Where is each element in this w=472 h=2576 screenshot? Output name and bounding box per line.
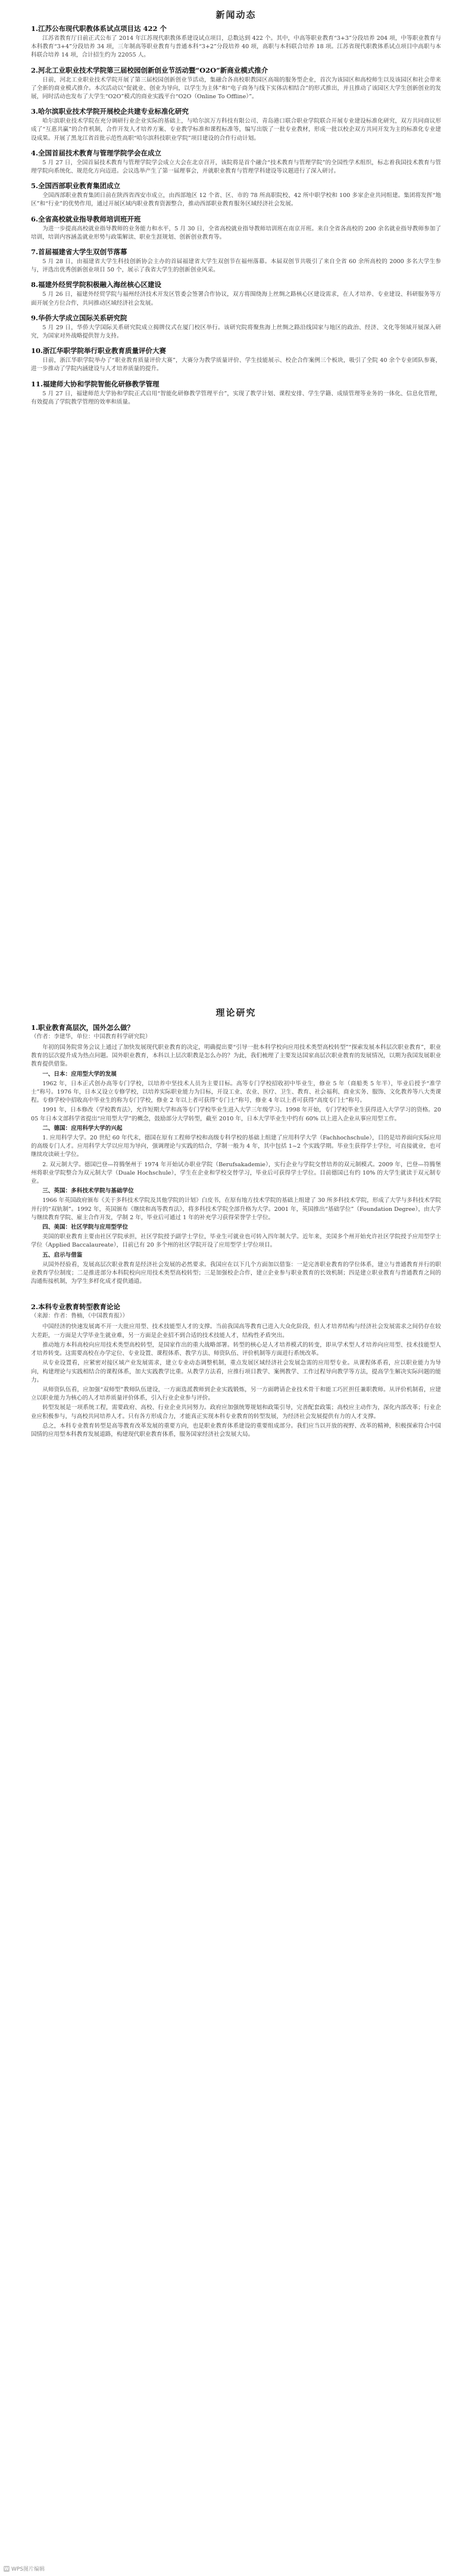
article-subheading: 四、美国：社区学院与应用型学位 bbox=[42, 1224, 129, 1231]
news-item-body: 为进一步提高高校就业指导教师的业务能力和水平，5 月 30 日，全省高校就业指导教师培训班在南京开班。来自全省各高校的 200 余名就业指导教师参加了培训，培训内容涵盖就业形势与政策解读、职业生涯规划、创新创业教育等。 bbox=[31, 225, 441, 241]
news-item-body: 5 月 27 日，福建师范大学协和学院正式启用“智能化研修教学管理平台”，实现了教学计划、课程安排、学生学籍、成绩管理等业务的一体化、信息化管理，有效提高了学院教学管理的效率和质量。 bbox=[31, 390, 441, 405]
news-item-heading: 4.全国首届技术教育与管理学院学会在成立 bbox=[31, 148, 162, 157]
news-item-body: 日前，浙江华职学院举办了“职业教育质量评价大赛”，大赛分为教学质量评价、学生技能展示、校企合作案例三个板块，吸引了全院 40 余个专业团队参赛，进一步推动了学院内涵建设与人才培养质量的提升。 bbox=[31, 357, 441, 373]
wps-logo-icon: W bbox=[4, 2566, 9, 2571]
news-item bbox=[31, 24, 441, 60]
news-item bbox=[31, 280, 441, 307]
news-item-heading: 9.华侨大学成立国际关系研究院 bbox=[31, 313, 127, 322]
news-item-body: 江苏省教育厅日前正式公布了 2014 年江苏现代职教体系建设试点项目，总数达到 422 个。其中，中高等职业教育“3+3”分段培养 204 项，中等职业教育与本科教育“3+4”分段培养 34 项，三年制高等职业教育与普通本科“3+2”分段培养 40 项，高职与本科联合培养 18 项。江苏省现代职教体系试点项目中高职与本科联合培养 14 项，合计招生约为 22055 人。 bbox=[31, 35, 441, 59]
article-subheading: 一、日本：应用型大学的发展 bbox=[42, 1070, 117, 1078]
news-item-body: 5 月 27 日，全国首届技术教育与管理学院学会成立大会在北京召开，该院将是首个融合“技术教育与管理学院”的全国性学术组织，标志着我国技术教育与管理学院向系统化、规范化方向迈进。会议选举产生了第一届理事会，并就职业教育与管理学科建设等议题进行了深入研讨。 bbox=[31, 159, 441, 175]
article bbox=[31, 1303, 441, 1439]
news-item bbox=[31, 215, 441, 242]
news-item-heading: 11.福建师大协和学院智能化研修教学管理 bbox=[31, 379, 160, 388]
article-paragraph: 年初的国务院常务会议上通过了加快发展现代职业教育的决定，明确提出要“引导一批本科学校向应用技术类型高校转型”“探索发展本科层次职业教育”，职业教育的层次提升成为热点问题。国外职业教育，本科以上层次职教是怎么办的？为此，我们梳理了主要发达国家高层次职业教育的发展情况，以期为我国发展职业教育提供借鉴。 bbox=[31, 1044, 441, 1068]
article-title: 2.本科专业教育转型教育论论 bbox=[31, 1303, 121, 1312]
article-subheading: 二、德国：应用科学大学的兴起 bbox=[42, 1125, 123, 1132]
watermark-label bbox=[4, 2565, 45, 2572]
news-item-body: 5 月 28 日，由福建省大学生科技创新协会主办的首届福建省大学生双创节在福州落幕。本届双创节共吸引了来自全省 60 余所高校的 2000 多名大学生参与，评选出优秀创新创业项目 50 个，展示了我省大学生的创新创业风采。 bbox=[31, 258, 441, 274]
watermark-text: WPS图片编辑 bbox=[11, 2566, 45, 2572]
news-item bbox=[31, 107, 441, 143]
news-item-body: 5 月 26 日，福建外经贸学院与福州经济技术开发区管委会签署合作协议，双方将围绕海上丝绸之路核心区建设需求，在人才培养、专业建设、科研服务等方面开展全方位合作，共同推动区域经济社会发展。 bbox=[31, 291, 441, 307]
news-item bbox=[31, 149, 441, 176]
theory-section-title: 理论研究 bbox=[215, 1007, 257, 1018]
news-item-heading: 2.河北工业职业技术学院第三届校园创新创业节活动暨“O2O”新商业模式推介 bbox=[31, 65, 268, 74]
news-item bbox=[31, 314, 441, 341]
article-paragraph: 从国外经验看，发展高层次职业教育是经济社会发展的必然要求。我国应在以下几个方面加以借鉴：一是完善职业教育的学位体系，建立与普通教育并行的职业教育学位制度；二是推进部分本科院校向应用技术类型高校转型；三是加强校企合作，建立企业参与职业教育的长效机制；四是建立职业教育与普通教育之间的沟通衔接机制，为学生多样化成才提供通道。 bbox=[31, 1261, 441, 1285]
article-paragraph: 总之，本科专业教育转型是高等教育改革发展的重要方向，也是职业教育体系建设的重要组成部分。我们应当以开放的视野、改革的精神，积极探索符合中国国情的应用型本科教育发展道路，构建现代职业教育体系，服务国家经济社会发展大局。 bbox=[31, 1422, 441, 1438]
news-section-title: 新闻动态 bbox=[215, 10, 257, 20]
article-paragraph: 2. 双元制大学。德国巴登—符腾堡州于 1974 年开始试办职业学院（Berufsakademie），实行企业与学院交替培养的双元制模式。2009 年，巴登—符腾堡州将职业学院整合为双元制大学（Duale Hochschule），学生在企业和学校交替学习，毕业后可获得学士学位。目前德国已有约 10% 的大学生就读于双元制专业。 bbox=[31, 1161, 441, 1185]
article-paragraph: 1991 年，日本修改《学校教育法》，允许短期大学和高等专门学校毕业生进入大学三年级学习。1998 年开始，专门学校毕业生获得进入大学学习的资格。2005 年日本文部科学省提出“应用型大学”的概念，鼓励部分大学转型，截至 2010 年，日本大学毕业生中约有 60% 以上进入企业从事应用型工作。 bbox=[31, 1107, 441, 1122]
news-item-heading: 7.首届福建省大学生双创节落幕 bbox=[31, 248, 127, 257]
news-item-heading: 6.全省高校就业指导教师培训班开班 bbox=[31, 214, 141, 223]
article-paragraph: 1962 年，日本正式创办高等专门学校，以培养中坚技术人员为主要目标。高等专门学校招收初中毕业生，修业 5 年（商船类 5 年半），毕业后授予“准学士”称号。1976 年，日本又设立专修学校，以培养实际职业能力为目标，开设工业、农业、医疗、卫生、教育、社会福利、商业实务、服饰、文化教养等八大类课程。专修学校中招收高中毕业生的称为专门学校，修业 2 年以上者可获得“专门士”称号，修业 4 年以上者可获得“高度专门士”称号。 bbox=[31, 1080, 441, 1104]
news-item-body: 全国西部职业教育集团日前在陕西省西安市成立，由西部地区 12 个省、区、市的 78 所高职院校、42 所中职学校和 100 多家企业共同组建。集团将发挥“地区”和“行业”的优势作用，通过开展区域内职业教育资源整合，推动西部职业教育服务区域经济社会发展。 bbox=[31, 192, 441, 208]
news-item-heading: 8.福建外经贸学院积极融入海丝核心区建设 bbox=[31, 280, 162, 289]
article-paragraph: 中国经济的快速发展离不开一大批应用型、技术技能型人才的支撑。当前我国高等教育已进入大众化阶段，但人才培养结构与经济社会发展需求之间仍存在较大差距，一方面是大学毕业生就业难，另一方面是企业招不到合适的技术技能人才，结构性矛盾突出。 bbox=[31, 1323, 441, 1339]
article-paragraph: 1966 年英国政府颁布《关于多科技术学院及其他学院的计划》白皮书，在原有地方技术学院的基础上组建了 30 所多科技术学院，形成了大学与多科技术学院并行的“双轨制”。1992 年，英国颁布《继续和高等教育法》，将多科技术学院全部升格为大学。2001 年，英国推出“基础学位”（Foundation Degree），由大学与继续教育学院、雇主合作开发，学制 2 年，毕业后可通过 1 年的补充学习获得荣誉学士学位。 bbox=[31, 1197, 441, 1221]
news-item-body: 哈尔滨职业技术学院在充分调研行业企业实际的基础上，与哈尔滨万方科技有限公司、青岛港口联合职业学院联合开展专业建设标准化研究，双方共同商议形成了“互惠共赢”的合作机制，合作开发人才培养方案、专业教学标准和课程标准等，编写出版了一批专业教材，形成一批以校企双方共同开发为主的标准化专业建设成果。开展了黑龙江省首批示范性高职“哈尔滨科技职业学院”项目建设的合作行动计划。 bbox=[31, 118, 441, 142]
news-item-heading: 1.江苏公布现代职教体系试点项目达 422 个 bbox=[31, 24, 167, 33]
news-list bbox=[31, 24, 441, 407]
article-paragraph: 从师资队伍看，应加强“双师型”教师队伍建设，一方面选派教师到企业实践锻炼，另一方面聘请企业技术骨干和能工巧匠担任兼职教师。从评价机制看，应建立以职业能力为核心的人才培养质量评价体系，引入行业企业参与评价。 bbox=[31, 1386, 441, 1402]
article-meta: （作者：李建华，单位：中国教育科学研究院） bbox=[31, 1033, 151, 1040]
news-item bbox=[31, 346, 441, 373]
news-item-body: 5 月 29 日，华侨大学国际关系研究院成立揭牌仪式在厦门校区举行。该研究院将聚焦海上丝绸之路沿线国家与地区的政治、经济、文化等领域开展深入研究，为国家对外战略提供智力支持。 bbox=[31, 324, 441, 340]
article-subheading: 三、英国：多科技术学院与基础学位 bbox=[42, 1188, 134, 1195]
news-item-heading: 3.哈尔滨职业技术学院开展校企共建专业标准化研究 bbox=[31, 107, 189, 116]
article-title: 1.职业教育高层次，国外怎么做？ bbox=[31, 1023, 135, 1032]
article bbox=[31, 1023, 441, 1286]
article-paragraph: 美国的职业教育主要由社区学院承担，社区学院授予副学士学位，毕业生可就业也可转入四年制大学。近年来，美国多个州开始允许社区学院授予应用型学士学位（Applied Baccalaureate），目前已有 20 多个州的社区学院开设了应用型学士学位项目。 bbox=[31, 1234, 441, 1249]
news-item-heading: 10.浙江华职学院举行职业教育质量评价大赛 bbox=[31, 346, 167, 355]
article-subheading: 五、启示与借鉴 bbox=[42, 1251, 83, 1259]
article-list bbox=[31, 1023, 441, 1439]
news-item bbox=[31, 182, 441, 208]
theory-section bbox=[31, 1006, 441, 1440]
article-meta: （来源：作者：鲁楠，《中国教育报》） bbox=[31, 1313, 129, 1320]
article-paragraph: 转型发展是一项系统工程，需要政府、高校、行业企业共同努力。政府应加强统筹规划和政策引导，完善配套政策；高校应主动作为，深化内部改革；行业企业应积极参与，与高校共同培养人才。只有各方形成合力，才能真正实现本科专业教育的转型发展，为经济社会发展提供有力的人才支撑。 bbox=[31, 1404, 441, 1420]
news-section bbox=[31, 8, 441, 407]
news-item-body: 日前，河北工业职业技术学院开展了第三届校园创新创业节活动，集融合各高校职教园区高端的服务型企业，首次为该园区和高校师生以及该园区和社会带来了全新的商业模式推介。本次活动以“促就业、创业为导向，以学生为主体”和“电子商务与线下实体店相结合”的形式推出，并且推动了该园区大学生创新创业的发展，同时活动也发布了大学生“O2O”模式的商业实践平台“O2O（Online To Offline）”。 bbox=[31, 76, 441, 101]
news-item bbox=[31, 380, 441, 407]
article-paragraph: 1. 应用科学大学。20 世纪 60 年代末，德国在原有工程师学校和高级专科学校的基础上组建了应用科学大学（Fachhochschule），目的是培养面向实际应用的高级专门人才。应用科学大学以应用为导向，强调理论与实践的结合，学制一般为 4 年，其中包括 1~2 个实践学期。毕业生获得学士学位，可直接就业，也可继续攻读硕士学位。 bbox=[31, 1135, 441, 1159]
news-item-heading: 5.全国西部职业教育集团成立 bbox=[31, 182, 121, 191]
article-paragraph: 推动地方本科高校向应用技术类型高校转型，是国家作出的重大战略部署。转型的核心是人才培养模式的转变，即从学术型人才培养向应用型、技术技能型人才培养转变。这需要高校在办学定位、专业设置、课程体系、教学方法、师资队伍、评价机制等方面进行系统改革。 bbox=[31, 1341, 441, 1357]
news-item bbox=[31, 248, 441, 274]
article-paragraph: 从专业设置看，应紧密对接区域产业发展需求，建立专业动态调整机制，重点发展区域经济社会发展急需的应用型专业。从课程体系看，应以职业能力为导向，构建理论与实践相结合的课程体系，加大实践教学比重。从教学方法看，应推行项目教学、案例教学、工作过程导向教学等方法，提高学生解决实际问题的能力。 bbox=[31, 1360, 441, 1384]
news-item bbox=[31, 66, 441, 102]
